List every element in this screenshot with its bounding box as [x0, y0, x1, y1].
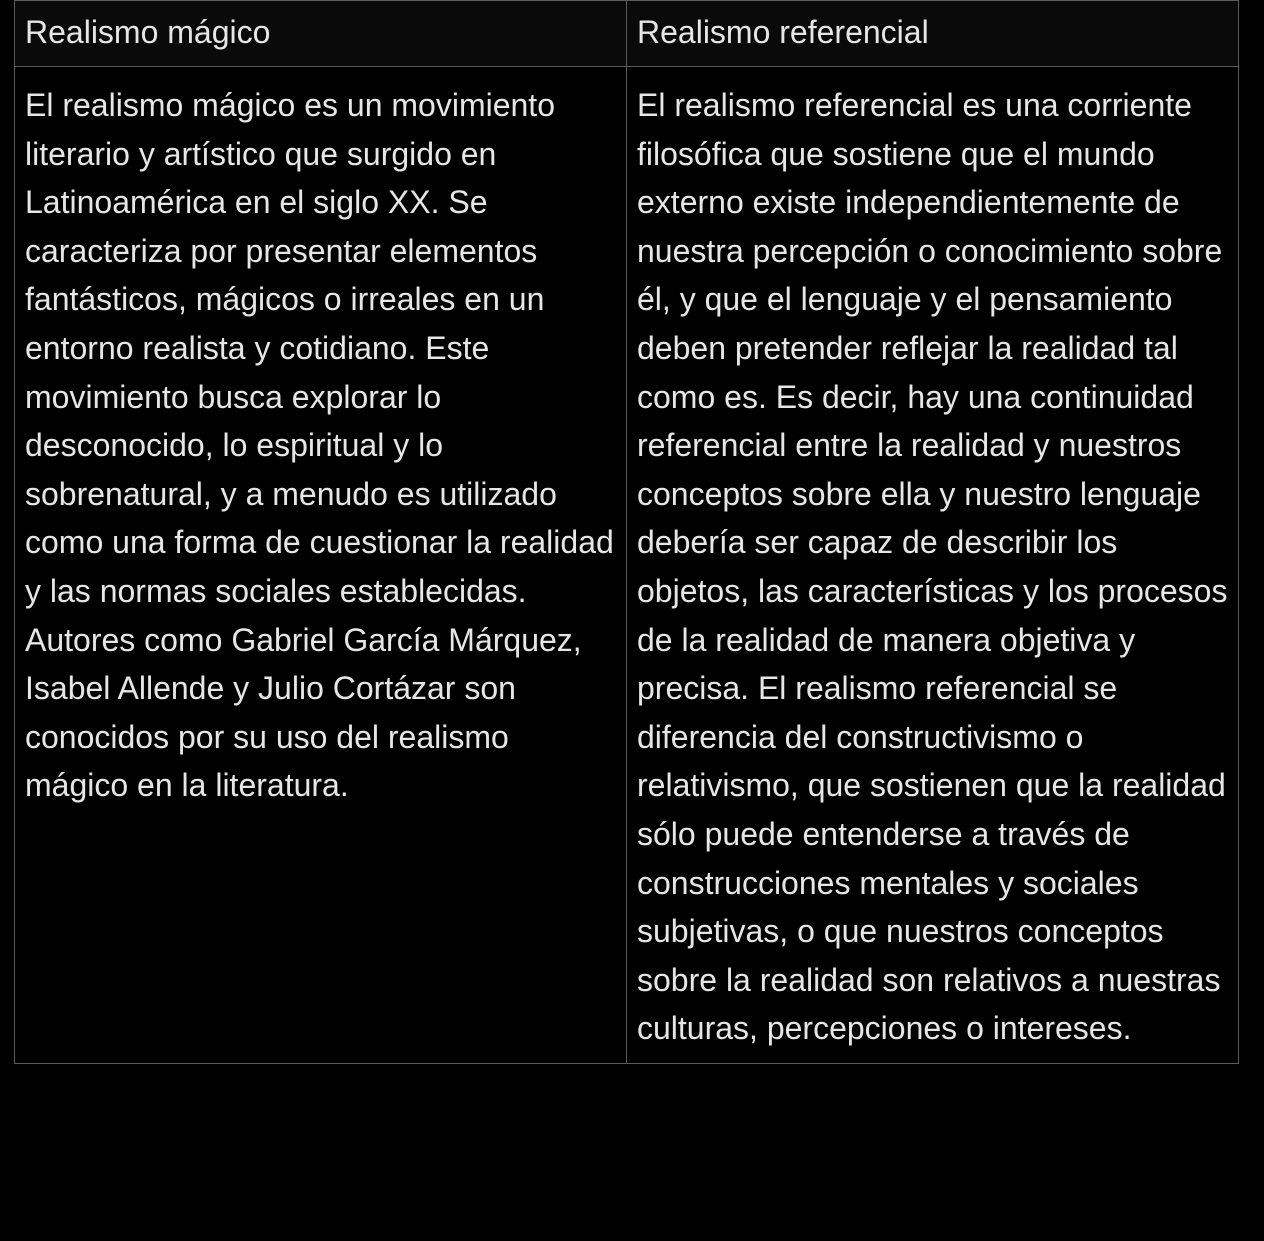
table-row — [15, 67, 1239, 1064]
comparison-table — [14, 0, 1239, 1064]
cell-realismo-referencial-description: El realismo referencial es una corriente filosófica que sostiene que el mundo externo existe independientemente de nuestra percepción o conocimiento sobre él, y que el lenguaje y el pensamiento deben pretender reflejar la realidad tal como es. Es decir, hay una continuidad referencial entre la realidad y nuestros conceptos sobre ella y nuestro lenguaje debería ser capaz de describir los objetos, las características y los procesos de la realidad de manera objetiva y precisa. El realismo referencial se diferencia del constructivismo o relativismo, que sostienen que la realidad sólo puede entenderse a través de construcciones mentales y sociales subjetivas, o que nuestros conceptos sobre la realidad son relativos a nuestras culturas, percepciones o intereses. — [627, 67, 1239, 1064]
cell-realismo-magico-description: El realismo mágico es un movimiento literario y artístico que surgido en Latinoamérica en el siglo XX. Se caracteriza por presentar elementos fantásticos, mágicos o irreales en un entorno realista y cotidiano. Este movimiento busca explorar lo desconocido, lo espiritual y lo sobrenatural, y a menudo es utilizado como una forma de cuestionar la realidad y las normas sociales establecidas. Autores como Gabriel García Márquez, Isabel Allende y Julio Cortázar son conocidos por su uso del realismo mágico en la literatura. — [15, 67, 627, 1064]
column-header-realismo-referencial: Realismo referencial — [627, 1, 1239, 67]
column-header-realismo-magico: Realismo mágico — [15, 1, 627, 67]
table-header-row — [15, 1, 1239, 67]
comparison-table-container — [14, 0, 1238, 1064]
